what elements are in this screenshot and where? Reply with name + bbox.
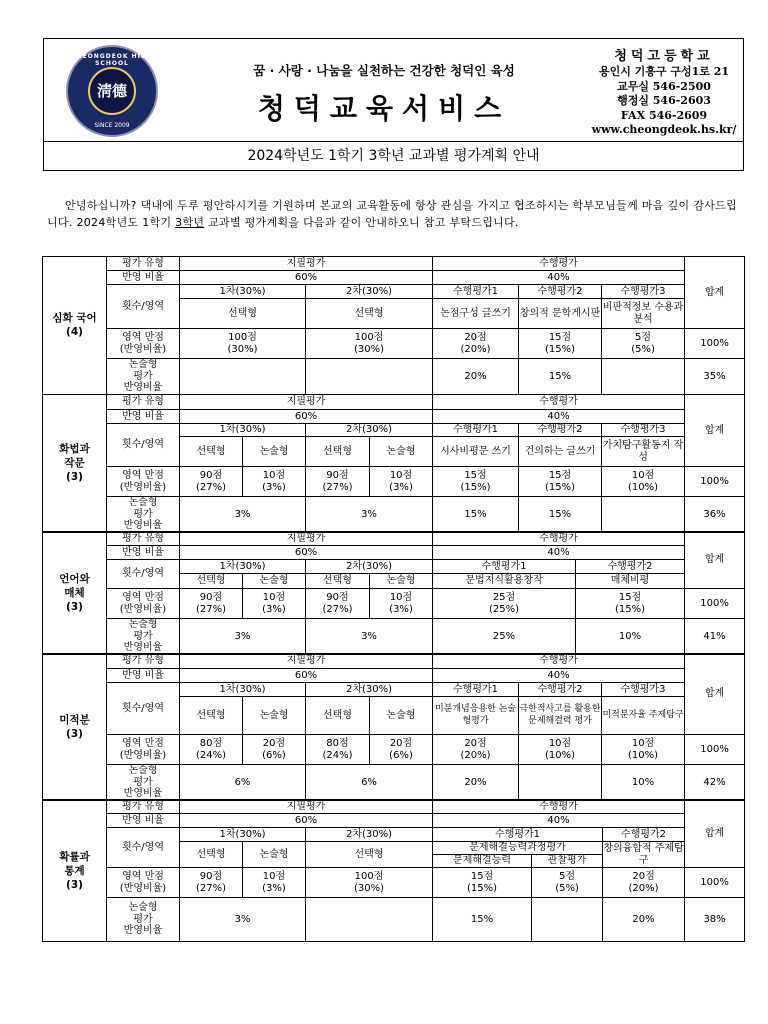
- essay-total: 35%: [685, 359, 745, 395]
- perf-area: 비판적정보 수용과분석: [602, 299, 685, 329]
- row-label: [107, 329, 180, 359]
- cell-text: (15%): [615, 603, 646, 615]
- written-score: [370, 467, 433, 497]
- essay-ratio: 3%: [180, 898, 306, 942]
- written-score: [180, 467, 243, 497]
- cell-text: (5%): [555, 882, 579, 894]
- written-score: [306, 868, 433, 898]
- written-header: 지필평가: [180, 800, 433, 814]
- cell-text: 논술형: [128, 902, 158, 914]
- intro-text: 안녕하십니까? 댁내에 두루 평안하시기를 기원하며 본교의 교육활동에 항상 관심을 가지고 협조하시는 학부모님들께 마음 깊이 감사드립니다. 2024학년도 1학기: [47, 199, 737, 229]
- row-label: 평가 유형: [107, 395, 180, 410]
- essay-ratio: 20%: [603, 898, 685, 942]
- cell-text: 20점: [464, 738, 487, 749]
- written-score: [243, 589, 306, 619]
- written-type: 논술형: [370, 697, 433, 735]
- cell-text: (4): [66, 326, 83, 339]
- perf-area: 문제해결능력: [433, 855, 532, 868]
- performance-header: 수행평가: [433, 395, 685, 410]
- written-type: 논술형: [243, 842, 306, 868]
- essay-total: 36%: [685, 497, 745, 533]
- cell-text: 평가: [133, 776, 153, 788]
- round1: 1차(30%): [180, 828, 306, 842]
- contact-academic: 교무실 546-2500: [617, 79, 711, 93]
- perf-area: 창의적 문학게시판: [519, 299, 602, 329]
- cell-text: (10%): [545, 749, 576, 761]
- intro-paragraph: [47, 197, 737, 231]
- cell-text: (30%): [227, 343, 258, 355]
- cell-text: 15점: [470, 871, 494, 882]
- row-label: [107, 497, 180, 533]
- round2: 2차(30%): [306, 683, 433, 697]
- cell-text: 90점: [326, 470, 349, 481]
- written-type: 논술형: [243, 437, 306, 467]
- subject-name: [43, 654, 107, 801]
- essay-ratio: 25%: [433, 619, 576, 655]
- perf-score: [603, 868, 685, 898]
- round2: 2차(30%): [306, 828, 433, 842]
- cell-text: 논술형: [128, 497, 158, 508]
- written-score: [180, 589, 243, 619]
- written-score: [180, 868, 243, 898]
- cell-text: (27%): [195, 603, 227, 615]
- perf-subgroup: 문제해결능력과정평가: [433, 842, 603, 855]
- perf-score: [602, 329, 685, 359]
- cell-text: (반영비율): [119, 603, 167, 615]
- cell-text: 미적분: [59, 713, 90, 726]
- row-label: 반영 비율: [107, 271, 180, 285]
- perf-score: [433, 735, 519, 765]
- perf-score: [602, 467, 685, 497]
- eval-table-calculus: [42, 653, 745, 801]
- cell-text: 10점: [389, 592, 413, 603]
- subject-name: [43, 532, 107, 655]
- perf-score: [576, 589, 685, 619]
- written-type: 논술형: [243, 697, 306, 735]
- perf-name: 수행평가1: [433, 424, 519, 437]
- perf-area: 문법지식활용창작: [433, 574, 576, 589]
- essay-ratio: [532, 898, 603, 942]
- cell-text: 100점: [354, 871, 384, 882]
- cell-text: (27%): [195, 481, 227, 493]
- cell-text: 언어와: [59, 572, 90, 585]
- perf-area: 극한적사고를 활용한문제해결력 평가: [519, 697, 602, 735]
- school-logo: [66, 45, 158, 137]
- written-type: 선택형: [180, 574, 243, 589]
- cell-text: (15%): [460, 481, 491, 493]
- cell-text: (3%): [262, 603, 286, 615]
- subject-name: [43, 800, 107, 942]
- written-type: 논술형: [243, 574, 306, 589]
- essay-ratio: 20%: [433, 359, 519, 395]
- cell-text: 90점: [199, 470, 223, 481]
- cell-text: 반영비율: [123, 788, 163, 799]
- total-header: 합계: [685, 257, 745, 329]
- row-label: 반영 비율: [107, 814, 180, 828]
- essay-ratio: [306, 898, 433, 942]
- written-type: 논술형: [370, 574, 433, 589]
- performance-ratio: 40%: [433, 546, 685, 560]
- cell-text: 반영비율: [123, 642, 163, 653]
- cell-text: 작문: [64, 457, 85, 470]
- written-score: [306, 329, 433, 359]
- written-header: 지필평가: [180, 257, 433, 271]
- written-score: [306, 589, 370, 619]
- contact-admin: 행정실 546-2603: [617, 94, 711, 107]
- performance-header: 수행평가: [433, 257, 685, 271]
- logo-since: SINCE 2009: [94, 122, 130, 129]
- cell-text: 10점: [631, 470, 655, 481]
- cell-text: (24%): [322, 749, 353, 761]
- essay-ratio: 15%: [433, 497, 519, 533]
- newsletter-brand: 청덕교육서비스: [257, 92, 511, 125]
- logo-ring-text: CHEONGDEOK HIGH SCHOOL: [71, 53, 153, 67]
- total-score: 100%: [685, 735, 745, 765]
- round2: 2차(30%): [306, 285, 433, 299]
- subject-name: [43, 395, 107, 533]
- row-label: [107, 359, 180, 395]
- cell-text: 15점: [548, 470, 572, 481]
- essay-total: 42%: [685, 765, 745, 801]
- written-score: [243, 868, 306, 898]
- perf-score: [519, 467, 602, 497]
- essay-ratio: 15%: [519, 497, 602, 533]
- written-header: 지필평가: [180, 532, 433, 546]
- perf-score: [532, 868, 603, 898]
- perf-area: 논점구성 글쓰기: [433, 299, 519, 329]
- cell-text: (30%): [354, 882, 385, 894]
- cell-text: (15%): [545, 481, 576, 493]
- perf-name: 수행평가1: [433, 828, 603, 842]
- cell-text: (3): [66, 600, 83, 613]
- total-header: 합계: [685, 532, 745, 589]
- written-type: 선택형: [306, 299, 433, 329]
- written-type: 논술형: [370, 437, 433, 467]
- row-label: 반영 비율: [107, 410, 180, 424]
- written-type: 선택형: [180, 437, 243, 467]
- cell-text: (3%): [262, 882, 286, 894]
- written-type: 선택형: [180, 842, 243, 868]
- row-label: 횟수/영역: [107, 828, 180, 868]
- perf-name: 수행평가1: [433, 560, 576, 574]
- essay-ratio: 3%: [306, 619, 433, 655]
- row-label: 평가 유형: [107, 257, 180, 271]
- row-label: 평가 유형: [107, 654, 180, 669]
- perf-name: 수행평가3: [602, 424, 685, 437]
- row-label: [107, 619, 180, 655]
- perf-name: 수행평가2: [519, 683, 602, 697]
- cell-text: 영역 만점: [122, 871, 164, 882]
- cell-text: (10%): [628, 481, 659, 493]
- cell-text: 20점: [464, 332, 487, 343]
- cell-text: 논술형: [128, 765, 158, 776]
- school-contact: [584, 65, 744, 138]
- cell-text: 통계: [64, 864, 85, 877]
- perf-score: [433, 467, 519, 497]
- essay-ratio: [602, 497, 685, 533]
- round1: 1차(30%): [180, 424, 306, 437]
- performance-header: 수행평가: [433, 654, 685, 669]
- cell-text: 영역 만점: [122, 738, 164, 749]
- perf-score: [519, 329, 602, 359]
- round1: 1차(30%): [180, 683, 306, 697]
- row-label: [107, 898, 180, 942]
- written-score: [306, 467, 370, 497]
- essay-ratio: 10%: [576, 619, 685, 655]
- written-ratio: 60%: [180, 271, 433, 285]
- essay-ratio: [180, 359, 306, 395]
- cell-text: (6%): [262, 749, 286, 761]
- written-type: 선택형: [180, 697, 243, 735]
- cell-text: (27%): [195, 882, 227, 894]
- cell-text: 15점: [618, 592, 642, 603]
- cell-text: 확률과: [59, 850, 90, 863]
- written-score: [180, 735, 243, 765]
- cell-text: 10점: [631, 738, 655, 749]
- document-title: 2024학년도 1학기 3학년 교과별 평가계획 안내: [43, 141, 744, 171]
- round2: 2차(30%): [306, 560, 433, 574]
- contact-address: 용인시 기흥구 구성1로 21: [598, 65, 730, 78]
- written-type: 선택형: [306, 437, 370, 467]
- total-score: 100%: [685, 868, 745, 898]
- written-ratio: 60%: [180, 814, 433, 828]
- cell-text: (3): [66, 878, 83, 891]
- cell-text: 100점: [354, 332, 384, 343]
- essay-ratio: 15%: [519, 359, 602, 395]
- essay-ratio: [602, 359, 685, 395]
- cell-text: (반영비율): [119, 882, 167, 894]
- cell-text: 논술형: [128, 359, 158, 370]
- cell-text: (3%): [389, 603, 413, 615]
- written-type: 선택형: [306, 574, 370, 589]
- written-score: [370, 589, 433, 619]
- cell-text: 10점: [262, 470, 286, 481]
- row-label: 횟수/영역: [107, 424, 180, 467]
- written-score: [243, 467, 306, 497]
- cell-text: (30%): [353, 343, 385, 355]
- row-label: 반영 비율: [107, 669, 180, 683]
- written-type: 선택형: [306, 697, 370, 735]
- cell-text: 영역 만점: [122, 470, 164, 481]
- cell-text: 화법과: [59, 443, 90, 456]
- written-header: 지필평가: [180, 395, 433, 410]
- cell-text: (25%): [489, 603, 520, 615]
- cell-text: (20%): [460, 749, 491, 761]
- cell-text: (24%): [195, 749, 227, 761]
- essay-ratio: 3%: [180, 619, 306, 655]
- cell-text: 25점: [492, 592, 516, 603]
- cell-text: (반영비율): [119, 749, 167, 761]
- cell-text: (3): [66, 727, 83, 740]
- written-ratio: 60%: [180, 410, 433, 424]
- contact-fax: FAX 546-2609: [620, 108, 708, 122]
- cell-text: (27%): [322, 603, 353, 615]
- total-score: 100%: [685, 329, 745, 359]
- perf-score: [433, 589, 576, 619]
- perf-area: 관찰평가: [532, 855, 603, 868]
- cell-text: 20점: [632, 871, 655, 882]
- cell-text: 20점: [389, 738, 413, 749]
- written-ratio: 60%: [180, 546, 433, 560]
- written-score: [306, 735, 370, 765]
- cell-text: 20점: [262, 738, 286, 749]
- cell-text: (6%): [389, 749, 413, 761]
- cell-text: 10점: [262, 871, 286, 882]
- perf-name: 수행평가3: [602, 683, 685, 697]
- cell-text: (반영비율): [119, 343, 167, 355]
- essay-ratio: 6%: [306, 765, 433, 801]
- cell-text: 평가: [133, 913, 153, 925]
- cell-text: (3%): [389, 481, 413, 493]
- cell-text: 5점: [635, 332, 652, 343]
- intro-text-end: 교과별 평가계획을 다음과 같이 안내하오니 참고 부탁드립니다.: [204, 216, 519, 229]
- written-type: 선택형: [306, 842, 433, 868]
- eval-table-language-media: [42, 531, 745, 655]
- performance-header: 수행평가: [433, 800, 685, 814]
- essay-ratio: [306, 359, 433, 395]
- written-score: [180, 329, 306, 359]
- performance-ratio: 40%: [433, 271, 685, 285]
- cell-text: 평가: [133, 508, 153, 520]
- row-label: [107, 467, 180, 497]
- perf-name: 수행평가2: [576, 560, 685, 574]
- written-type: 선택형: [180, 299, 306, 329]
- cell-text: (15%): [545, 343, 576, 355]
- cell-text: 매체: [64, 586, 85, 599]
- cell-text: (20%): [460, 343, 491, 355]
- cell-text: (20%): [628, 882, 659, 894]
- cell-text: 반영비율: [123, 925, 163, 937]
- cell-text: 평가: [133, 370, 153, 382]
- performance-header: 수행평가: [433, 532, 685, 546]
- cell-text: 90점: [199, 871, 223, 882]
- cell-text: 15점: [464, 470, 487, 481]
- cell-text: 영역 만점: [122, 332, 164, 343]
- perf-area: 시사비평문 쓰기: [433, 437, 519, 467]
- row-label: 횟수/영역: [107, 683, 180, 735]
- total-header: 합계: [685, 654, 745, 735]
- intro-highlight: 3학년: [175, 216, 205, 229]
- school-name: 청덕고등학교: [614, 49, 714, 64]
- perf-name: 수행평가1: [433, 683, 519, 697]
- letterhead: [43, 38, 744, 142]
- eval-table-speech-writing: [42, 394, 745, 533]
- cell-text: (15%): [467, 882, 498, 894]
- row-label: [107, 735, 180, 765]
- written-score: [243, 735, 306, 765]
- row-label: [107, 765, 180, 801]
- cell-text: 80점: [326, 738, 349, 749]
- essay-ratio: [519, 765, 602, 801]
- cell-text: 10점: [548, 738, 572, 749]
- cell-text: 80점: [199, 738, 223, 749]
- perf-area: 미적분자율 주제탐구: [602, 697, 685, 735]
- cell-text: 100점: [228, 332, 257, 343]
- total-score: 100%: [685, 589, 745, 619]
- essay-ratio: 20%: [433, 765, 519, 801]
- essay-total: 41%: [685, 619, 745, 655]
- cell-text: 90점: [199, 592, 223, 603]
- row-label: 평가 유형: [107, 532, 180, 546]
- total-header: 합계: [685, 395, 745, 467]
- performance-ratio: 40%: [433, 410, 685, 424]
- perf-name: 수행평가1: [433, 285, 519, 299]
- row-label: 반영 비율: [107, 546, 180, 560]
- round2: 2차(30%): [306, 424, 433, 437]
- row-label: 횟수/영역: [107, 560, 180, 589]
- row-label: 평가 유형: [107, 800, 180, 814]
- cell-text: 90점: [326, 592, 349, 603]
- cell-text: (5%): [631, 343, 655, 355]
- cell-text: (10%): [628, 749, 659, 761]
- contact-website[interactable]: www.cheongdeok.hs.kr/: [591, 123, 737, 136]
- perf-score: [433, 868, 532, 898]
- cell-text: 논술형: [128, 619, 158, 630]
- row-label: [107, 589, 180, 619]
- essay-ratio: 3%: [180, 497, 306, 533]
- essay-ratio: 15%: [433, 898, 532, 942]
- cell-text: 반영비율: [123, 520, 163, 531]
- essay-ratio: 10%: [602, 765, 685, 801]
- perf-name: 수행평가2: [519, 424, 602, 437]
- total-score: 100%: [685, 467, 745, 497]
- subject-name: [43, 257, 107, 395]
- cell-text: (반영비율): [119, 481, 167, 493]
- perf-area: 건의하는 글쓰기: [519, 437, 602, 467]
- perf-area: 미분개념응용한 논술형평가: [433, 697, 519, 735]
- cell-text: 영역 만점: [122, 592, 164, 603]
- written-ratio: 60%: [180, 669, 433, 683]
- cell-text: 5점: [559, 871, 576, 882]
- perf-area: 창의융합적 주제탐구: [603, 843, 684, 866]
- cell-text: 심화 국어: [52, 312, 97, 325]
- round1: 1차(30%): [180, 560, 306, 574]
- cell-text: 반영비율: [123, 382, 163, 393]
- perf-score: [433, 329, 519, 359]
- eval-table-advanced-korean: [42, 256, 745, 395]
- written-score: [370, 735, 433, 765]
- cell-text: (27%): [322, 481, 353, 493]
- row-label: [107, 868, 180, 898]
- row-label: 횟수/영역: [107, 285, 180, 329]
- cell-text: 10점: [262, 592, 286, 603]
- performance-ratio: 40%: [433, 814, 685, 828]
- cell-text: (3): [66, 471, 83, 484]
- essay-ratio: 3%: [306, 497, 433, 533]
- perf-area: 가치탐구활동지 작성: [602, 437, 685, 467]
- cell-text: (3%): [262, 481, 286, 493]
- performance-ratio: 40%: [433, 669, 685, 683]
- cell-text: 평가: [133, 630, 153, 642]
- cell-text: 15점: [548, 332, 572, 343]
- perf-score: [519, 735, 602, 765]
- eval-table-probability-statistics: [42, 799, 745, 942]
- perf-name: 수행평가2: [603, 828, 685, 842]
- perf-name: 수행평가3: [602, 285, 685, 299]
- total-header: 합계: [685, 800, 745, 868]
- essay-total: 38%: [685, 898, 745, 942]
- perf-name: 수행평가2: [519, 285, 602, 299]
- round1: 1차(30%): [180, 285, 306, 299]
- essay-ratio: 6%: [180, 765, 306, 801]
- logo-emblem: 淸德: [88, 67, 136, 115]
- perf-score: [602, 735, 685, 765]
- written-header: 지필평가: [180, 654, 433, 669]
- school-motto: 꿈 · 사랑 · 나눔을 실천하는 건강한 청덕인 육성: [253, 63, 515, 78]
- perf-area: 매체비평: [576, 574, 685, 589]
- cell-text: 10점: [389, 470, 413, 481]
